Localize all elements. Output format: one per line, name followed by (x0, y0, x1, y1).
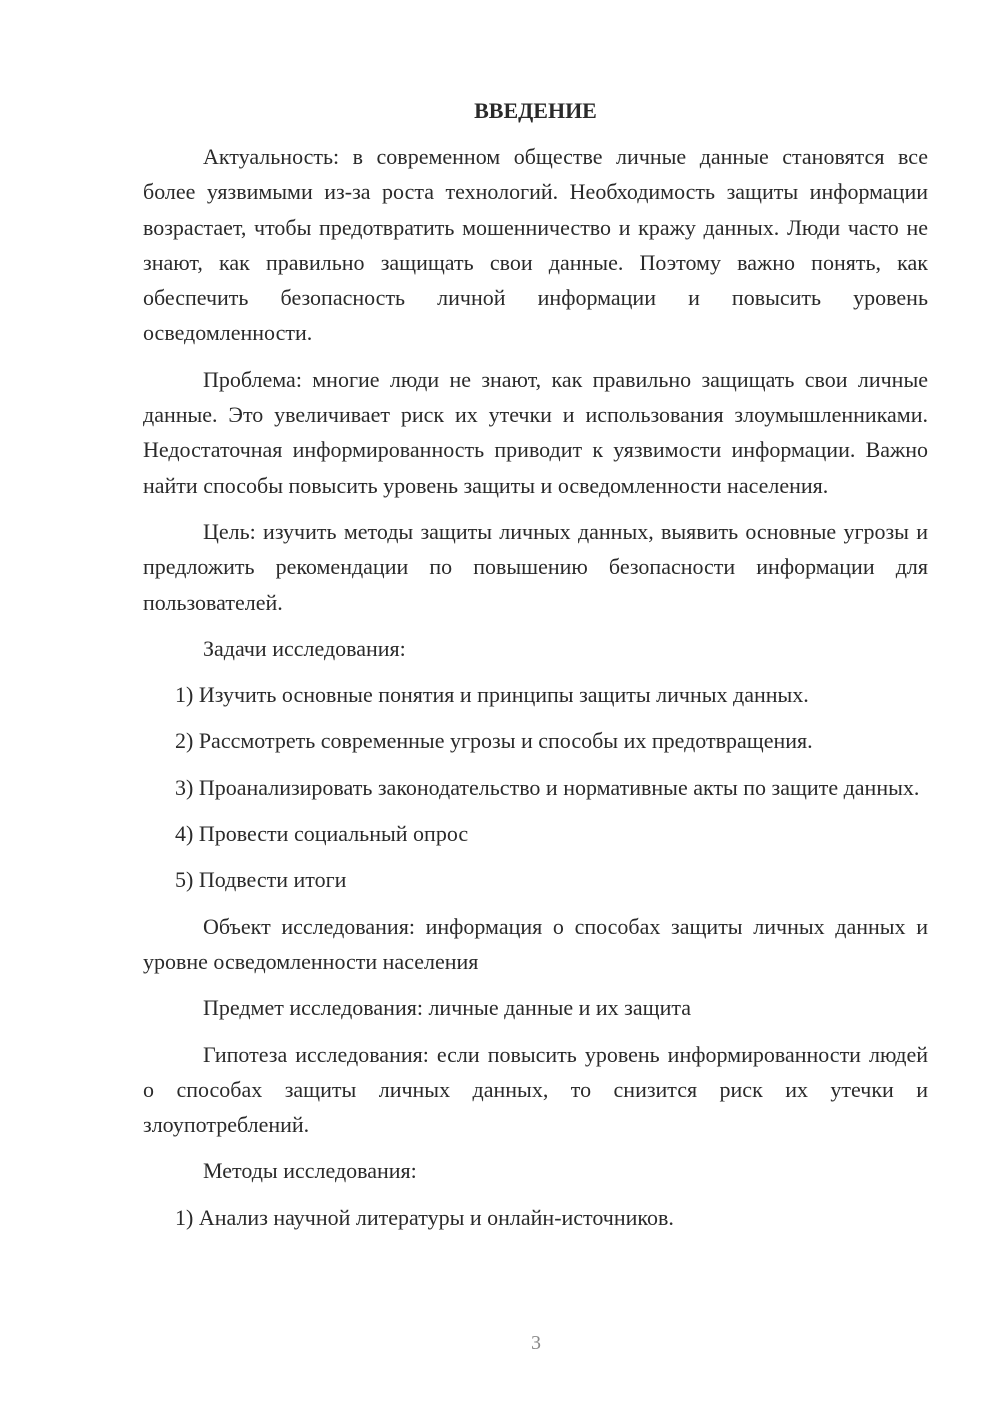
section-title: ВВЕДЕНИЕ (474, 98, 597, 123)
relevance-paragraph: Актуальность: в современном обществе личные данные становятся все более уязвимыми из-за роста технологий. Необходимость защиты информации возрастает, чтобы предотвратить мошенничество и кражу данных. Люди часто не знают, как правильно защищать свои данные. Поэтому важно понять, как обеспечить безопасность личной информации и повысить уровень осведомленности. (143, 144, 928, 346)
task-item: 1) Изучить основные понятия и принципы защиты личных данных. (175, 682, 809, 708)
tasks-heading: Задачи исследования: (203, 635, 406, 661)
hypothesis-paragraph: Гипотеза исследования: если повысить уровень информированности людей о способах защиты личных данных, то снизится риск их утечки и злоупотреблений. (143, 1041, 928, 1138)
problem-paragraph: Проблема: многие люди не знают, как правильно защищать свои личные данные. Это увеличивает риск их утечки и использования злоумышленниками. Недостаточная информированность приводит к уязвимости информации. Важно найти способы повысить уровень защиты и осведомленности населения. (143, 366, 928, 498)
page-number: 3 (531, 1332, 541, 1354)
task-item: 2) Рассмотреть современные угрозы и способы их предотвращения. (175, 728, 813, 754)
page-content (143, 93, 928, 1246)
methods-heading: Методы исследования: (203, 1158, 417, 1184)
task-item: 4) Провести социальный опрос (175, 821, 469, 847)
subject-paragraph: Предмет исследования: личные данные и их защита (203, 995, 691, 1021)
method-item: 1) Анализ научной литературы и онлайн-источников. (175, 1204, 674, 1230)
goal-paragraph: Цель: изучить методы защиты личных данных, выявить основные угрозы и предложить рекомендации по повышению безопасности информации для пользователей. (143, 518, 928, 615)
task-item: 5) Подвести итоги (175, 867, 347, 893)
task-item: 3) Проанализировать законодательство и нормативные акты по защите данных. (175, 774, 920, 800)
object-paragraph: Объект исследования: информация о способах защиты личных данных и уровне осведомленности населения (143, 913, 928, 974)
